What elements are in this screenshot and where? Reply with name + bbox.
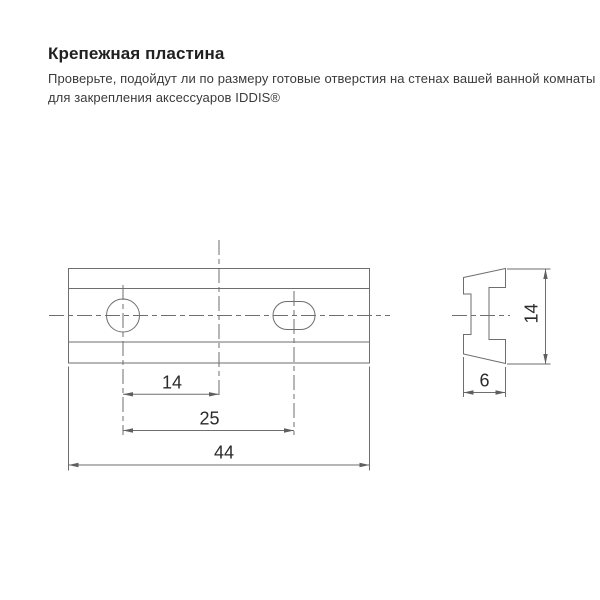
description-line-1: Проверьте, подойдут ли по размеру готовые отверстия на стенах вашей ванной комнаты xyxy=(48,71,596,86)
dim-label-hole-to-hole: 25 xyxy=(199,408,220,429)
front-view xyxy=(49,240,390,435)
arrowhead xyxy=(543,354,547,364)
arrowhead xyxy=(360,463,370,467)
arrowhead xyxy=(69,463,79,467)
description-line-2: для закрепления аксессуаров IDDIS® xyxy=(48,89,281,105)
dim-label-height: 14 xyxy=(521,303,542,324)
arrowhead xyxy=(123,392,133,396)
arrowhead xyxy=(209,392,219,396)
dim-label-hole-to-center: 14 xyxy=(161,372,183,393)
side-view xyxy=(452,269,510,364)
dim-label-width: 44 xyxy=(213,442,235,463)
arrowhead xyxy=(464,390,474,394)
arrowhead xyxy=(543,269,547,279)
arrowhead xyxy=(284,428,294,432)
side-view-dimensions xyxy=(464,269,551,397)
arrowhead xyxy=(123,428,133,432)
page-title: Крепежная пластина xyxy=(48,44,225,63)
dim-label-thickness: 6 xyxy=(479,370,490,391)
arrowhead xyxy=(496,390,506,394)
